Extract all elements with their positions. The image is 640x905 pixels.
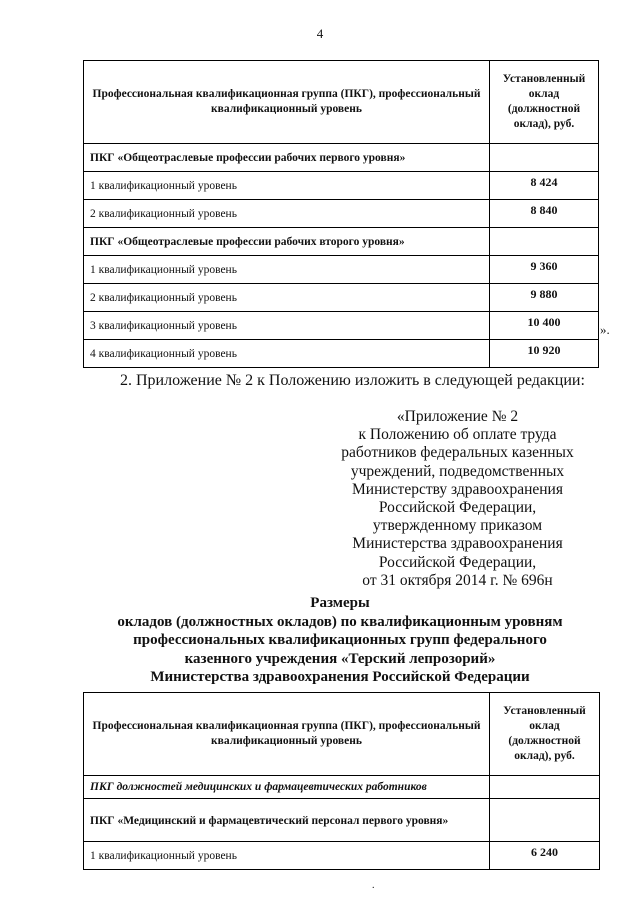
table1-header-group: Профессиональная квалификационная группа (ПКГ), профессиональный квалификационный уровень	[84, 61, 490, 144]
salary-value	[490, 228, 599, 256]
title-line: Размеры	[310, 595, 370, 611]
group-label: ПКГ «Медицинский и фармацевтический персонал первого уровня»	[84, 799, 490, 842]
salary-value: 8 840	[490, 200, 599, 228]
appendix-line: учреждений, подведомственных	[350, 462, 565, 480]
table-row	[84, 228, 599, 256]
title-line: казенного учреждения «Терский лепрозорий»	[184, 650, 496, 667]
salary-table-medical	[83, 692, 600, 870]
salary-value: 10 920	[490, 340, 599, 368]
item-2-paragraph: 2. Приложение № 2 к Положению изложить в следующей редакции:	[120, 372, 585, 389]
level-label: 3 квалификационный уровень	[84, 312, 490, 340]
salary-value: 9 880	[490, 284, 599, 312]
salary-value	[490, 144, 599, 172]
table1-header-salary: Установленный оклад (должностной оклад), руб.	[490, 61, 599, 144]
salary-value: 9 360	[490, 256, 599, 284]
appendix-line: работников федеральных казенных	[341, 444, 574, 462]
group-label: ПКГ «Общеотраслевые профессии рабочих второго уровня»	[84, 228, 490, 256]
salary-value: 8 424	[490, 172, 599, 200]
table-row	[84, 776, 600, 799]
level-label: 2 квалификационный уровень	[84, 284, 490, 312]
title-line: профессиональных квалификационных групп федерального	[133, 632, 547, 648]
title-line: окладов (должностных окладов) по квалификационным уровням	[117, 613, 563, 630]
table-row	[84, 312, 599, 340]
page-number: 4	[316, 26, 324, 41]
appendix-line: к Положению об оплате труда	[358, 426, 557, 444]
table-row	[84, 340, 599, 368]
title-line: Министерства здравоохранения Российской Федерации	[150, 669, 530, 685]
group-label: ПКГ должностей медицинских и фармацевтических работников	[84, 776, 490, 799]
appendix-heading	[330, 408, 585, 590]
salary-table-workers	[83, 60, 599, 368]
footer-mark: .	[372, 880, 375, 891]
appendix-line: Министерства здравоохранения	[352, 535, 563, 553]
salary-value: 10 400	[490, 312, 599, 340]
appendix-line: Российской Федерации,	[378, 553, 537, 571]
table2-header-salary: Установленный оклад (должностной оклад), руб.	[490, 693, 600, 776]
level-label: 1 квалификационный уровень	[84, 842, 490, 870]
table-row	[84, 200, 599, 228]
table-row	[84, 256, 599, 284]
table-row	[84, 144, 599, 172]
appendix-line: от 31 октября 2014 г. № 696н	[362, 571, 553, 589]
appendix-line: «Приложение № 2	[396, 408, 519, 425]
appendix-line: утвержденному приказом	[372, 517, 543, 535]
level-label: 1 квалификационный уровень	[84, 256, 490, 284]
table-row	[84, 842, 600, 870]
table-row	[84, 172, 599, 200]
level-label: 1 квалификационный уровень	[84, 172, 490, 200]
empty-cell	[490, 799, 600, 842]
appendix-line: Российской Федерации,	[378, 499, 537, 517]
table-row	[84, 799, 600, 842]
group-label: ПКГ «Общеотраслевые профессии рабочих первого уровня»	[84, 144, 490, 172]
level-label: 2 квалификационный уровень	[84, 200, 490, 228]
closing-quote: ».	[600, 322, 610, 337]
table2-header-group: Профессиональная квалификационная группа (ПКГ), профессиональный квалификационный уровень	[84, 693, 490, 776]
empty-cell	[490, 776, 600, 799]
table-row	[84, 284, 599, 312]
level-label: 4 квалификационный уровень	[84, 340, 490, 368]
appendix-line: Министерству здравоохранения	[352, 480, 563, 498]
salary-value: 6 240	[490, 842, 600, 870]
document-title	[80, 594, 600, 687]
